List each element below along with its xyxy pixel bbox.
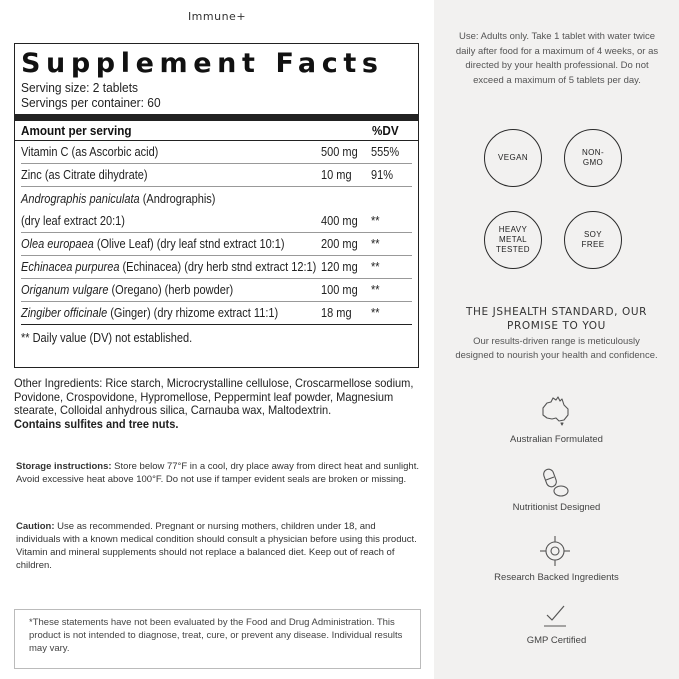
ingredient-dv: 91% xyxy=(371,168,394,182)
ingredient-name xyxy=(21,145,285,159)
ingredient-botanical-name: Andrographis paniculata xyxy=(21,191,140,206)
facts-rows xyxy=(21,141,412,325)
caution-text: Use as recommended. Pregnant or nursing mothers, children under 18, and individuals with a known medical condition should consult a physician before using this product. Vitamin and mineral supplements should not replace a balanced diet. Keep out of reach of children. xyxy=(16,521,417,571)
ingredient-amount: 500 mg xyxy=(321,145,358,159)
soy-free-badge: SOY FREE xyxy=(564,211,622,269)
ingredient-dv: ** xyxy=(371,283,380,297)
feature-label-research-backed: Research Backed Ingredients xyxy=(494,572,619,583)
ingredient-dv: ** xyxy=(371,260,380,274)
ingredient-description: (Oregano) (herb powder) xyxy=(108,283,234,297)
supplement-facts-title: Supplement Facts xyxy=(21,48,384,79)
facts-row xyxy=(21,233,412,256)
other-ingredients xyxy=(14,377,419,431)
facts-row xyxy=(21,210,412,233)
ingredient-botanical-name: Olea europaea xyxy=(21,237,94,251)
other-ingredients-text: Other Ingredients: Rice starch, Microcrystalline cellulose, Croscarmellose sodium, Povidone, Crospovidone, Hypromellose, Peppermint leaf powder, Magnesium stearate, Colloidal anhydrous silica, Carnauba wax, Maltodextrin. xyxy=(14,376,414,417)
ingredient-description: (Echinacea) (dry herb stnd extract 12:1) xyxy=(119,260,317,274)
ingredient-amount: 400 mg xyxy=(321,214,358,228)
ingredient-name xyxy=(21,192,285,206)
ingredient-description: (Olive Leaf) (dry leaf stnd extract 10:1) xyxy=(93,237,285,251)
facts-header-row xyxy=(15,121,418,141)
non-gmo-badge: NON-GMO xyxy=(564,129,622,187)
ingredient-name xyxy=(21,237,285,251)
vegan-badge: VEGAN xyxy=(484,129,542,187)
ingredient-name xyxy=(21,283,285,297)
facts-row xyxy=(21,279,412,302)
ingredient-dv: 555% xyxy=(371,145,400,159)
serving-size: Serving size: 2 tablets xyxy=(21,80,139,95)
facts-row xyxy=(21,141,412,164)
ingredient-botanical-name: Origanum vulgare xyxy=(21,283,109,297)
caution-label: Caution: xyxy=(16,521,55,532)
dv-footnote: ** Daily value (DV) not established. xyxy=(21,331,193,345)
feature-label-gmp-certified: GMP Certified xyxy=(526,635,587,646)
ingredient-description: (Ginger) (dry rhizome extract 11:1) xyxy=(107,306,279,320)
ingredient-dv: ** xyxy=(371,214,380,228)
dv-header: %DV xyxy=(372,123,399,138)
ingredient-amount: 10 mg xyxy=(321,168,352,182)
molecule-target-icon xyxy=(537,533,573,569)
facts-row xyxy=(21,256,412,279)
facts-row xyxy=(21,164,412,187)
caution-section xyxy=(16,520,421,572)
storage-text: Store below 77°F in a cool, dry place away from direct heat and sunlight. Avoid excessive heat above 100°F. Do not use if tamper evident seals are broken or missing. xyxy=(16,461,419,485)
product-title: Immune+ xyxy=(187,10,247,23)
ingredient-amount: 18 mg xyxy=(321,306,352,320)
supplement-facts-panel xyxy=(14,43,419,368)
fda-disclaimer: *These statements have not been evaluated by the Food and Drug Administration. This product is not intended to diagnose, treat, cure, or prevent any disease. Individual results may vary. xyxy=(14,609,421,669)
facts-row xyxy=(21,302,412,325)
standard-text: Our results-driven range is meticulously designed to nourish your health and confidence. xyxy=(455,336,658,361)
storage-instructions xyxy=(16,460,421,486)
info-panel xyxy=(434,0,679,679)
facts-row xyxy=(21,187,412,210)
ingredient-amount: 100 mg xyxy=(321,283,358,297)
storage-label: Storage instructions: xyxy=(16,461,112,472)
standard-title: THE JSHEALTH STANDARD, OUR PROMISE TO YOU xyxy=(465,306,648,332)
allergen-statement: Contains sulfites and tree nuts. xyxy=(14,416,179,431)
amount-per-serving-header: Amount per serving xyxy=(21,123,132,138)
feature-label-australian-formulated: Australian Formulated xyxy=(510,434,603,445)
ingredient-dv: ** xyxy=(371,237,380,251)
australia-map-icon xyxy=(537,392,573,428)
feature-label-nutritionist-designed: Nutritionist Designed xyxy=(512,502,601,513)
usage-directions: Use: Adults only. Take 1 tablet with water twice daily after food for a maximum of 4 weeks, or as directed by your health professional. Do not exceed a maximum of 5 tablets per day. xyxy=(455,31,659,86)
ingredient-name xyxy=(21,260,317,274)
ingredient-name xyxy=(21,214,285,228)
ingredient-name xyxy=(21,168,285,182)
heavy-metal-tested-badge: HEAVY METAL TESTED xyxy=(484,211,542,269)
ingredient-name xyxy=(21,306,285,320)
thick-divider xyxy=(15,114,418,121)
servings-per-container: Servings per container: 60 xyxy=(21,95,161,110)
ingredient-botanical-name: Zingiber officinale xyxy=(21,306,108,320)
ingredient-dv: ** xyxy=(371,306,380,320)
ingredient-amount: 200 mg xyxy=(321,237,358,251)
ingredient-description: Vitamin C (as Ascorbic acid) xyxy=(21,145,159,159)
capsule-icon xyxy=(537,465,573,501)
ingredient-botanical-name: Echinacea purpurea xyxy=(21,260,120,274)
ingredient-description: (dry leaf extract 20:1) xyxy=(21,214,125,228)
ingredient-description: Zinc (as Citrate dihydrate) xyxy=(21,168,148,182)
ingredient-description: (Andrographis) xyxy=(139,191,216,206)
ingredient-amount: 120 mg xyxy=(321,260,358,274)
checkmark-icon xyxy=(537,597,573,633)
